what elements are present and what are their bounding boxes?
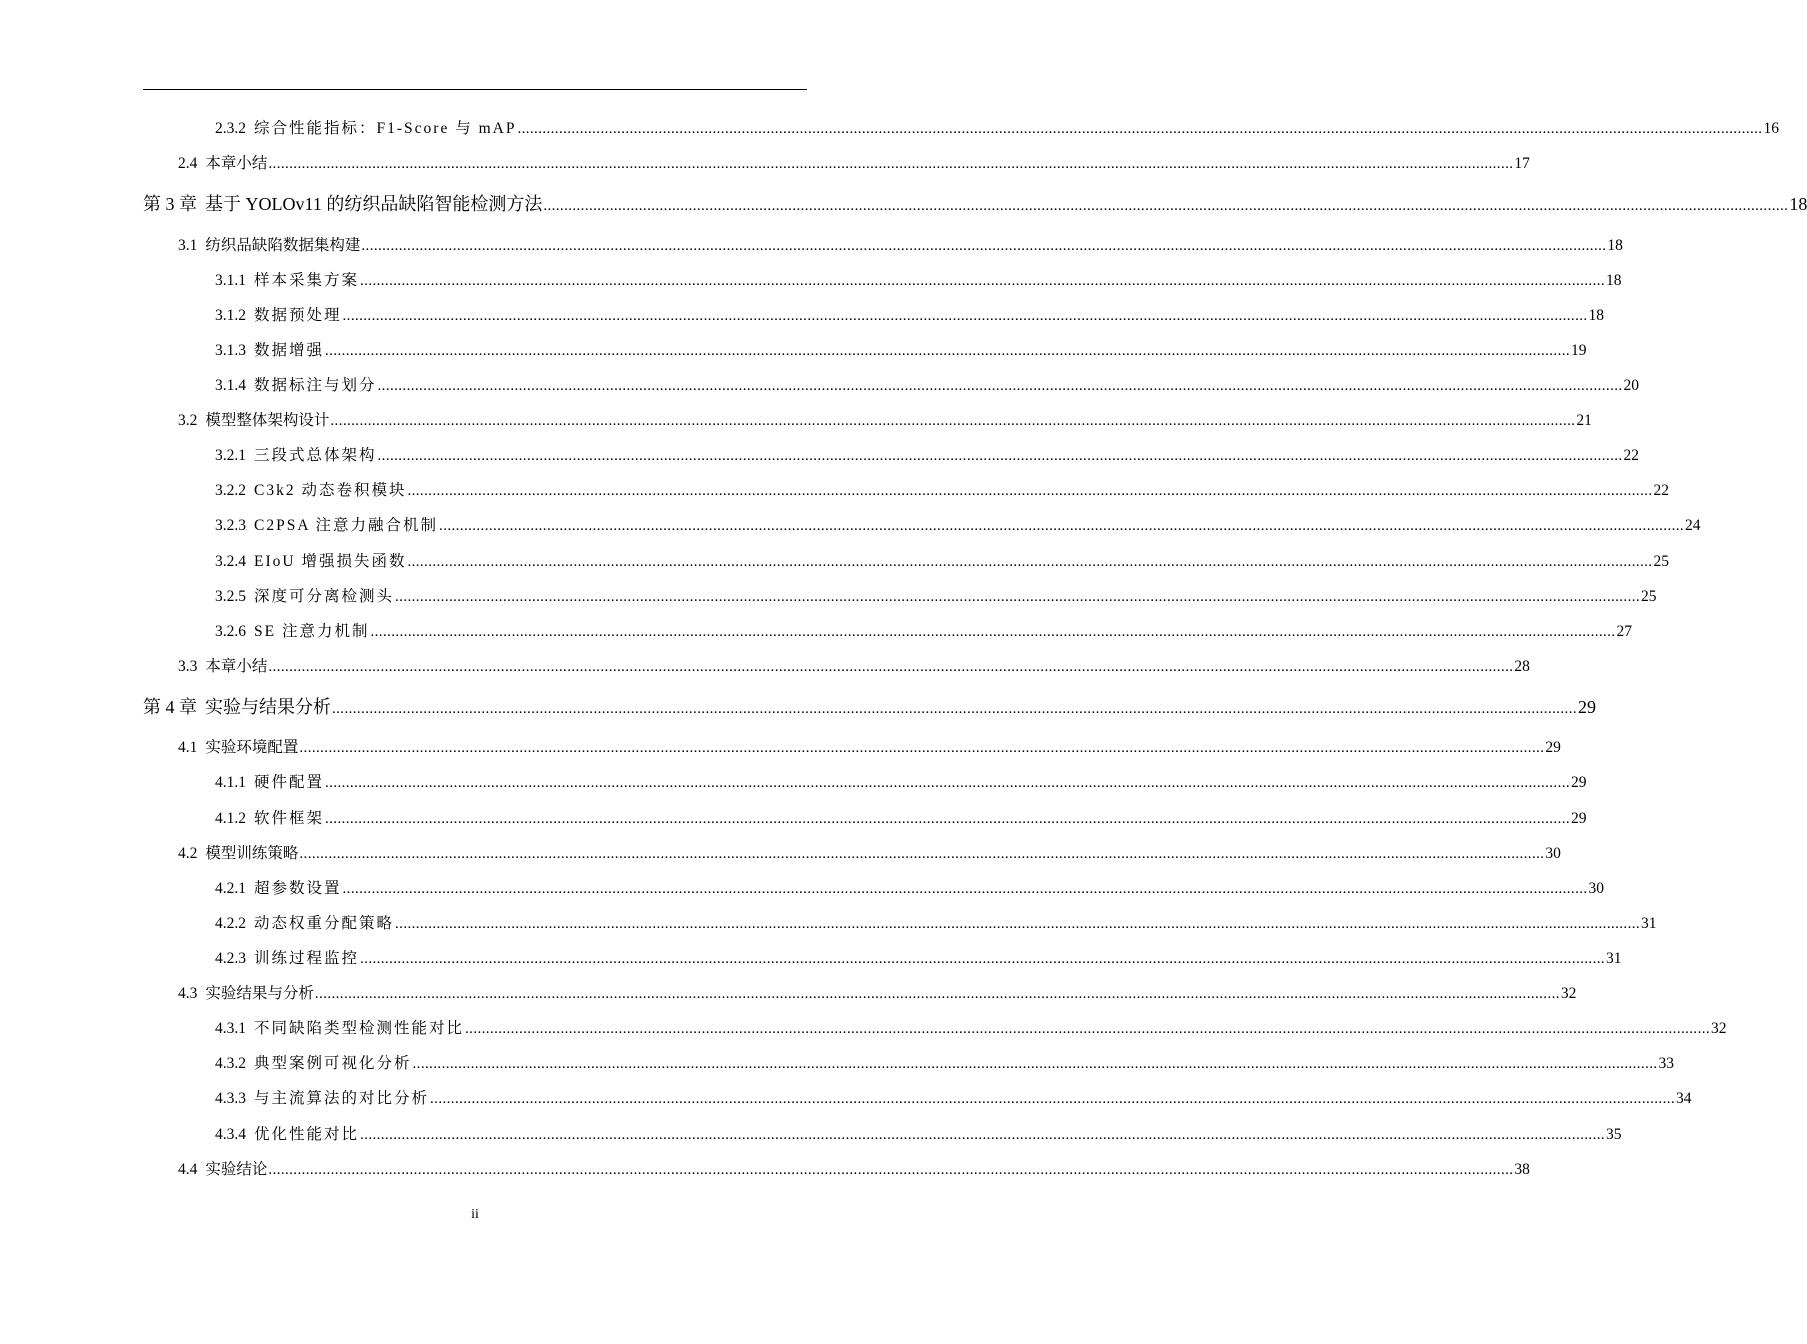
toc-entry[interactable] xyxy=(178,1157,1530,1179)
toc-entry-page: 22 xyxy=(1653,482,1669,499)
toc-dot-leader: ............................................................................................................................................................................................................................................................................................................ xyxy=(407,554,1653,570)
toc-entry-page: 19 xyxy=(1571,342,1587,359)
toc-entry[interactable] xyxy=(178,735,1561,757)
toc-dot-leader: ............................................................................................................................................................................................................................................................................................................ xyxy=(370,624,1616,640)
toc-entry-title: 典型案例可视化分析 xyxy=(254,1055,412,1072)
toc-entry[interactable] xyxy=(215,946,1622,968)
toc-entry-number: 3.1.4 xyxy=(215,377,246,394)
toc-entry-title: 模型整体架构设计 xyxy=(205,412,330,429)
toc-entry-page: 32 xyxy=(1711,1020,1727,1037)
toc-entry[interactable] xyxy=(178,841,1561,863)
toc-entry-page: 18 xyxy=(1607,237,1623,254)
toc-entry-number: 3.1.1 xyxy=(215,272,246,289)
toc-entry-page: 29 xyxy=(1571,774,1587,791)
toc-dot-leader: ............................................................................................................................................................................................................................................................................................................ xyxy=(395,589,1641,605)
toc-entry-number: 3.1.2 xyxy=(215,307,246,324)
toc-entry-title: 超参数设置 xyxy=(254,880,342,897)
toc-dot-leader: ............................................................................................................................................................................................................................................................................................................ xyxy=(439,518,1685,534)
toc-entry-page: 30 xyxy=(1588,880,1605,897)
toc-entry-page: 29 xyxy=(1545,739,1561,756)
toc-entry-number: 4.4 xyxy=(178,1161,198,1178)
toc-entry-title: 数据标注与划分 xyxy=(254,377,377,394)
toc-entry-title: 训练过程监控 xyxy=(254,950,360,967)
toc-entry-number: 2.3.2 xyxy=(215,120,246,137)
toc-dot-leader: ............................................................................................................................................................................................................................................................................................................ xyxy=(268,1162,1514,1178)
toc-chapter-entry[interactable] xyxy=(143,693,1596,719)
toc-dot-leader: ............................................................................................................................................................................................................................................................................................................ xyxy=(342,881,1588,897)
toc-entry-number: 3.2.5 xyxy=(215,588,246,605)
toc-entry[interactable] xyxy=(178,981,1577,1003)
toc-entry-page: 28 xyxy=(1514,658,1530,675)
toc-dot-leader: ............................................................................................................................................................................................................................................................................................................ xyxy=(377,448,1623,464)
toc-entry-page: 38 xyxy=(1514,1161,1530,1178)
toc-entry[interactable] xyxy=(215,619,1632,641)
toc-entry[interactable] xyxy=(215,268,1622,290)
toc-entry-title: 数据增强 xyxy=(254,342,325,359)
toc-entry-number: 4.2.3 xyxy=(215,950,246,967)
toc-entry-number: 4.3.4 xyxy=(215,1126,246,1143)
toc-dot-leader: ............................................................................................................................................................................................................................................................................................................ xyxy=(268,156,1514,172)
toc-entry-number: 3.2 xyxy=(178,412,198,429)
toc-entry-page: 22 xyxy=(1623,447,1640,464)
toc-dot-leader: ............................................................................................................................................................................................................................................................................................................ xyxy=(325,775,1571,791)
toc-dot-leader: ............................................................................................................................................................................................................................................................................................................ xyxy=(268,659,1514,675)
toc-entry-page: 20 xyxy=(1623,377,1640,394)
toc-entry-title: 模型训练策略 xyxy=(205,845,299,862)
toc-dot-leader: ............................................................................................................................................................................................................................................................................................................ xyxy=(360,1127,1606,1143)
toc-entry-title: 实验结果与分析 xyxy=(205,985,314,1002)
toc-entry-page: 27 xyxy=(1616,623,1632,640)
toc-entry-title: 软件框架 xyxy=(254,810,325,827)
toc-entry[interactable] xyxy=(215,513,1701,535)
toc-entry-number: 第 3 章 xyxy=(143,194,197,214)
toc-chapter-entry[interactable] xyxy=(143,190,1807,216)
toc-dot-leader: ............................................................................................................................................................................................................................................................................................................ xyxy=(377,378,1623,394)
toc-entry[interactable] xyxy=(215,443,1640,465)
toc-entry-page: 24 xyxy=(1685,517,1701,534)
toc-entry-number: 4.3.1 xyxy=(215,1020,246,1037)
toc-entry[interactable] xyxy=(178,408,1592,430)
toc-entry-title: 三段式总体架构 xyxy=(254,447,377,464)
toc-entry[interactable] xyxy=(215,303,1605,325)
toc-entry-number: 4.1.2 xyxy=(215,810,246,827)
toc-entry-page: 29 xyxy=(1578,697,1596,717)
toc-entry-title: 硬件配置 xyxy=(254,774,325,791)
toc-entry-title: 基于 YOLOv11 的纺织品缺陷智能检测方法 xyxy=(205,194,543,214)
toc-entry-title: EIoU 增强损失函数 xyxy=(254,553,407,570)
toc-entry-title: 不同缺陷类型检测性能对比 xyxy=(254,1020,465,1037)
toc-dot-leader: ............................................................................................................................................................................................................................................................................................................ xyxy=(342,308,1588,324)
toc-dot-leader: ............................................................................................................................................................................................................................................................................................................ xyxy=(407,483,1653,499)
toc-entry[interactable] xyxy=(215,1122,1622,1144)
toc-entry-number: 3.2.3 xyxy=(215,517,246,534)
toc-entry-title: 样本采集方案 xyxy=(254,272,360,289)
toc-entry[interactable] xyxy=(215,549,1669,571)
toc-dot-leader: ............................................................................................................................................................................................................................................................................................................ xyxy=(330,413,1576,429)
toc-entry-title: 本章小结 xyxy=(205,658,268,675)
toc-entry[interactable] xyxy=(215,770,1587,792)
toc-entry-page: 17 xyxy=(1514,155,1530,172)
toc-entry[interactable] xyxy=(215,584,1657,606)
toc-entry-number: 4.2.2 xyxy=(215,915,246,932)
toc-entry-title: 纺织品缺陷数据集构建 xyxy=(205,237,361,254)
toc-dot-leader: ............................................................................................................................................................................................................................................................................................................ xyxy=(299,846,1545,862)
toc-entry-number: 3.2.6 xyxy=(215,623,246,640)
toc-entry-page: 33 xyxy=(1658,1055,1675,1072)
toc-entry-title: SE 注意力机制 xyxy=(254,623,370,640)
toc-entry-page: 25 xyxy=(1641,588,1657,605)
toc-entry-page: 34 xyxy=(1676,1090,1692,1107)
footer-page-number: ii xyxy=(471,1207,479,1222)
toc-entry-title: 实验结论 xyxy=(205,1161,268,1178)
toc-dot-leader: ............................................................................................................................................................................................................................................................................................................ xyxy=(517,121,1763,137)
toc-dot-leader: ............................................................................................................................................................................................................................................................................................................ xyxy=(412,1056,1658,1072)
toc-entry-page: 31 xyxy=(1606,950,1622,967)
toc-dot-leader: ............................................................................................................................................................................................................................................................................................................ xyxy=(332,701,1577,717)
toc-entry-title: C3k2 动态卷积模块 xyxy=(254,482,407,499)
toc-entry-page: 30 xyxy=(1545,845,1561,862)
toc-entry-number: 2.4 xyxy=(178,155,198,172)
toc-entry-page: 32 xyxy=(1560,985,1577,1002)
toc-entry-title: 数据预处理 xyxy=(254,307,342,324)
toc-entry-number: 4.1 xyxy=(178,739,198,756)
toc-dot-leader: ............................................................................................................................................................................................................................................................................................................ xyxy=(395,916,1641,932)
toc-entry-title: 深度可分离检测头 xyxy=(254,588,395,605)
toc-dot-leader: ............................................................................................................................................................................................................................................................................................................ xyxy=(430,1091,1676,1107)
toc-entry-page: 18 xyxy=(1588,307,1605,324)
toc-entry-number: 第 4 章 xyxy=(143,697,197,717)
toc-entry-number: 3.1.3 xyxy=(215,342,246,359)
toc-entry[interactable] xyxy=(215,806,1587,828)
toc-entry-page: 25 xyxy=(1653,553,1669,570)
toc-entry-number: 3.3 xyxy=(178,658,198,675)
toc-entry-page: 18 xyxy=(1789,194,1807,214)
toc-entry-number: 3.2.4 xyxy=(215,553,246,570)
toc-entry-title: 优化性能对比 xyxy=(254,1126,360,1143)
toc-entry-number: 3.2.1 xyxy=(215,447,246,464)
toc-entry[interactable] xyxy=(215,1051,1675,1073)
toc-entry-number: 4.3 xyxy=(178,985,198,1002)
toc-entry-page: 31 xyxy=(1641,915,1657,932)
toc-entry-page: 16 xyxy=(1763,120,1779,137)
toc-entry-page: 18 xyxy=(1606,272,1622,289)
toc-entry-number: 4.3.2 xyxy=(215,1055,246,1072)
header-rule xyxy=(143,89,807,90)
toc-entry-title: 动态权重分配策略 xyxy=(254,915,395,932)
toc-entry-number: 3.1 xyxy=(178,237,198,254)
toc-entry-title: 本章小结 xyxy=(205,155,268,172)
toc-dot-leader: ............................................................................................................................................................................................................................................................................................................ xyxy=(361,238,1607,254)
toc-entry-number: 3.2.2 xyxy=(215,482,246,499)
toc-dot-leader: ............................................................................................................................................................................................................................................................................................................ xyxy=(325,343,1571,359)
toc-entry[interactable] xyxy=(215,338,1587,360)
toc-entry[interactable] xyxy=(178,233,1623,255)
toc-entry-number: 4.2.1 xyxy=(215,880,246,897)
toc-entry[interactable] xyxy=(178,151,1530,173)
toc-entry[interactable] xyxy=(215,1016,1727,1038)
toc-entry-title: 实验与结果分析 xyxy=(205,697,331,717)
toc-dot-leader: ............................................................................................................................................................................................................................................................................................................ xyxy=(314,986,1560,1002)
toc-entry-number: 4.1.1 xyxy=(215,774,246,791)
toc-entry[interactable] xyxy=(215,478,1669,500)
toc-entry[interactable] xyxy=(215,373,1640,395)
toc-entry-page: 21 xyxy=(1576,412,1592,429)
toc-entry-title: 与主流算法的对比分析 xyxy=(254,1090,430,1107)
toc-dot-leader: ............................................................................................................................................................................................................................................................................................................ xyxy=(325,811,1571,827)
toc-dot-leader: ............................................................................................................................................................................................................................................................................................................ xyxy=(465,1021,1711,1037)
toc-entry[interactable] xyxy=(215,1086,1692,1108)
toc-entry[interactable] xyxy=(215,911,1657,933)
toc-dot-leader: ............................................................................................................................................................................................................................................................................................................ xyxy=(360,273,1606,289)
toc-entry[interactable] xyxy=(215,876,1605,898)
toc-dot-leader: ............................................................................................................................................................................................................................................................................................................ xyxy=(299,740,1545,756)
toc-entry-page: 35 xyxy=(1606,1126,1622,1143)
toc-entry[interactable] xyxy=(178,654,1530,676)
toc-dot-leader: ............................................................................................................................................................................................................................................................................................................ xyxy=(543,198,1789,214)
toc-entry-title: C2PSA 注意力融合机制 xyxy=(254,517,439,534)
toc-entry-page: 29 xyxy=(1571,810,1587,827)
toc-entry-number: 4.3.3 xyxy=(215,1090,246,1107)
toc-entry[interactable] xyxy=(215,116,1779,138)
toc-entry-number: 4.2 xyxy=(178,845,198,862)
toc-entry-title: 综合性能指标：F1-Score 与 mAP xyxy=(254,120,517,137)
toc-entry-title: 实验环境配置 xyxy=(205,739,299,756)
toc-dot-leader: ............................................................................................................................................................................................................................................................................................................ xyxy=(360,951,1606,967)
